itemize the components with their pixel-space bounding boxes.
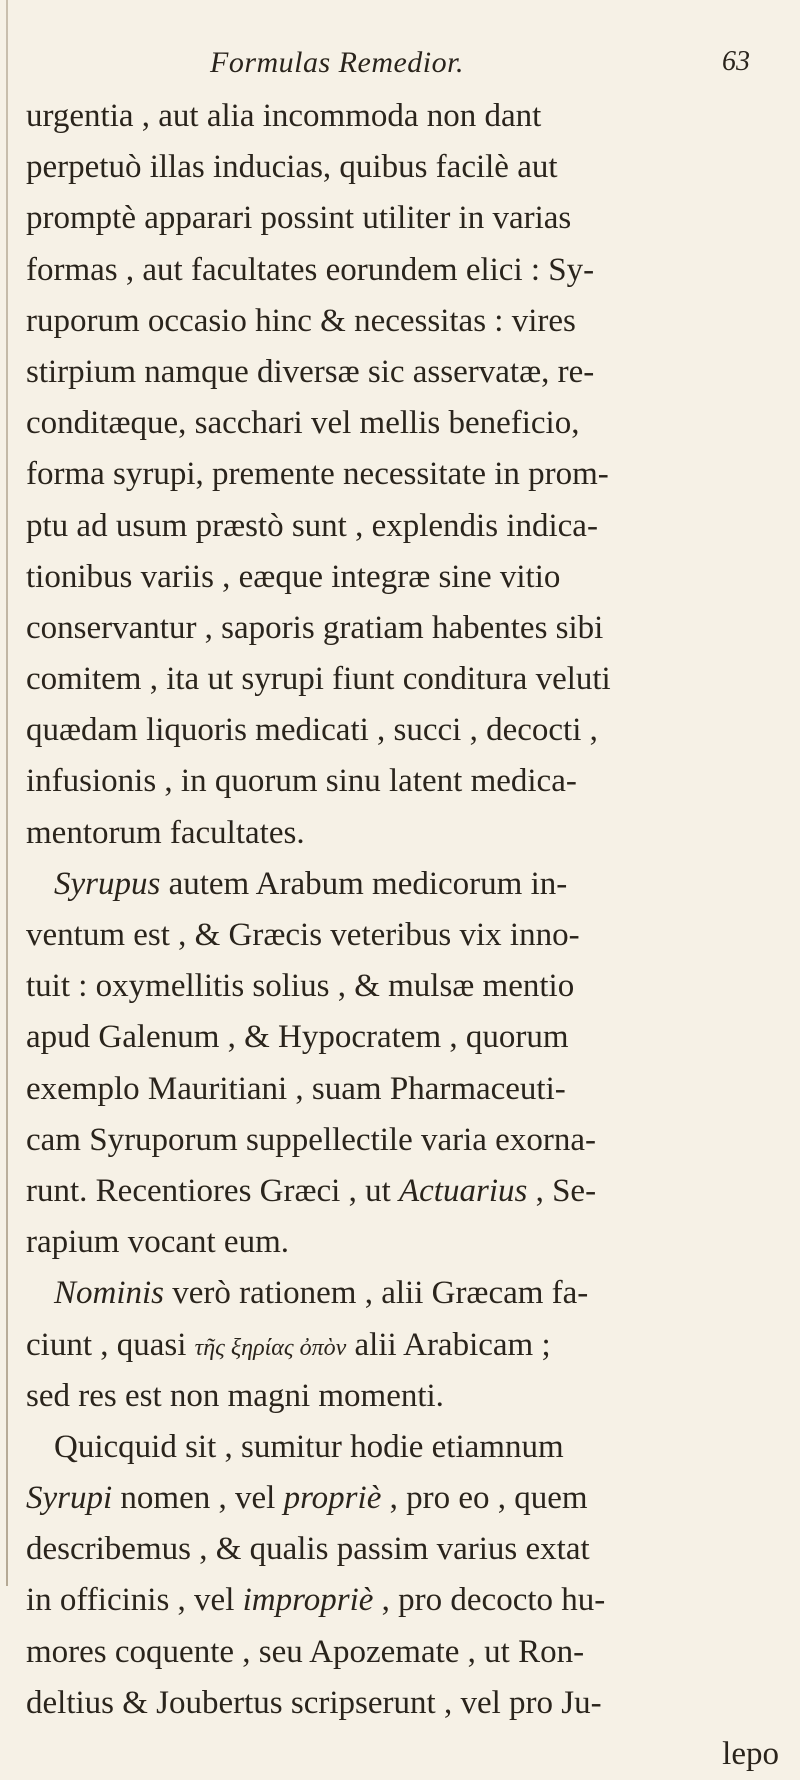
page-edge [6,0,8,1586]
text-line [26,1166,791,1217]
text-line [26,756,791,807]
italic-term: impropriè [242,1582,374,1619]
text-segment: apud Galenum , & Hypocratem , quorum [26,1019,569,1056]
text-line [26,398,791,449]
text-segment: in officinis , vel [26,1582,243,1619]
text-line [26,91,791,142]
running-title: Formulas Remedior. [210,46,464,79]
text-segment: ruporum occasio hinc & necessitas : vires [26,302,576,339]
text-segment: runt. Recentiores Græci , ut [26,1172,399,1209]
text-line [26,1473,791,1524]
italic-term: Syrupi [26,1480,113,1517]
text-segment: infusionis , in quorum sinu latent medica- [26,763,577,800]
text-segment: stirpium namque diversæ sic asservatæ, re- [26,353,595,390]
text-segment: rapium vocant eum. [26,1224,290,1261]
body-text [26,91,791,1780]
text-segment: nomen , vel [112,1480,284,1517]
text-line [26,1217,791,1268]
text-segment: mentorum facultates. [26,814,305,851]
text-line [26,1627,791,1678]
text-line [26,1678,791,1729]
text-line [26,859,791,910]
text-segment: promptè apparari possint utiliter in varias [26,200,572,237]
text-segment: Quicquid sit , sumitur hodie etiamnum [54,1428,564,1465]
text-segment: sed res est non magni momenti. [26,1377,444,1414]
text-line [26,1575,791,1626]
text-segment: urgentia , aut alia incommoda non dant [26,98,542,134]
text-segment: alii Arabicam ; [346,1326,551,1363]
text-line [26,603,791,654]
text-segment: , Se- [527,1172,597,1209]
italic-term: Syrupus [54,865,161,902]
text-line [26,654,791,705]
text-segment: ptu ad usum præstò sunt , explendis indica- [26,507,598,544]
text-segment: perpetuò illas inducias, quibus facilè aut [26,149,558,186]
italic-term: propriè [283,1480,382,1517]
text-line [26,501,791,552]
text-line [26,1422,791,1473]
text-line [26,296,791,347]
italic-term: Nominis [54,1275,165,1312]
text-segment: deltius & Joubertus scripserunt , vel pro Ju- [26,1684,602,1721]
text-line [26,705,791,756]
text-line [26,347,791,398]
text-line [26,1320,791,1371]
text-segment: conditæque, sacchari vel mellis beneficio, [26,405,580,442]
text-segment: exemplo Mauritiani , suam Pharmaceuti- [26,1070,566,1107]
text-segment: cam Syruporum suppellectile varia exorna- [26,1121,596,1158]
text-line [26,193,791,244]
text-segment: conservantur , saporis gratiam habentes sibi [26,609,604,646]
text-segment: autem Arabum medicorum in- [160,865,568,902]
text-segment: ventum est , & Græcis veteribus vix inno- [26,917,580,953]
text-line [26,1524,791,1575]
text-segment: tuit : oxymellitis solius , & mulsæ mentio [26,968,575,1005]
text-segment: , pro eo , quem [381,1480,588,1517]
page-number: 63 [722,46,750,77]
italic-term: Actuarius [399,1172,528,1209]
text-line [26,1729,791,1780]
text-line [26,245,791,296]
text-segment: lepo [722,1736,779,1772]
text-line [26,1115,791,1166]
text-segment: describemus , & qualis passim varius extat [26,1531,590,1568]
text-line [26,1064,791,1115]
text-line [26,1268,791,1319]
running-header [0,40,800,88]
text-line [26,1012,791,1063]
text-line [26,808,791,859]
text-segment: tionibus variis , eæque integræ sine vitio [26,558,561,595]
text-segment: mores coquente , seu Apozemate , ut Ron- [26,1633,585,1670]
text-line [26,1371,791,1422]
text-line [26,552,791,603]
text-segment: forma syrupi, premente necessitate in prom- [26,456,609,493]
text-line [26,910,791,961]
text-segment: verò rationem , alii Græcam fa- [164,1275,589,1312]
text-segment: quædam liquoris medicati , succi , decocti , [26,712,598,749]
text-segment: ciunt , quasi [26,1326,195,1363]
text-line [26,142,791,193]
greek-phrase: τῆς ξηρίας ὀπὸν [194,1334,347,1361]
text-segment: , pro decocto hu- [373,1582,606,1619]
text-line [26,449,791,500]
text-line [26,961,791,1012]
text-segment: comitem , ita ut syrupi fiunt conditura veluti [26,661,611,698]
text-segment: formas , aut facultates eorundem elici : Sy- [26,251,595,288]
